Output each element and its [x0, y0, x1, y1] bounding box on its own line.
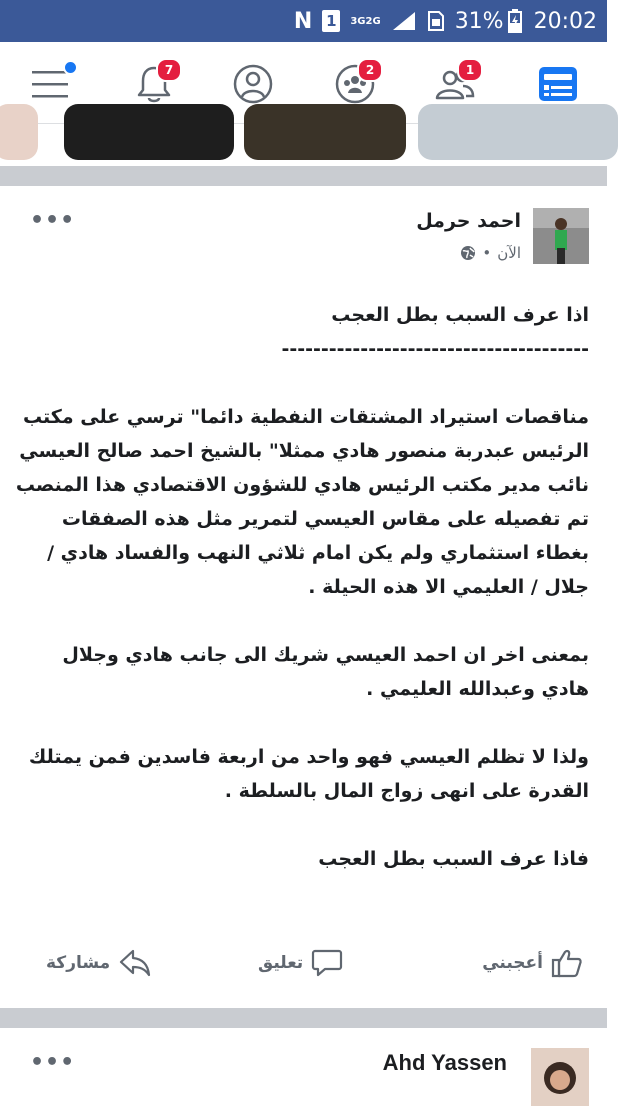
- share-button[interactable]: [46, 948, 152, 978]
- post-actions: [0, 938, 607, 998]
- paragraph-gap: [14, 604, 589, 638]
- battery-percentage: 31%: [454, 8, 504, 34]
- friend-requests-button[interactable]: [433, 62, 477, 106]
- sim-icon: 1: [322, 10, 340, 32]
- meta-separator: •: [482, 244, 492, 262]
- post-paragraph: اذا عرف السبب بطل العجب: [331, 304, 589, 326]
- network-type: [350, 16, 380, 27]
- story-thumbnail[interactable]: [418, 104, 618, 160]
- post-paragraph: بمعنى اخر ان احمد العيسي شريك الى جانب هادي وجلال هادي وعبدالله العليمي .: [62, 644, 589, 700]
- news-feed-icon: [536, 62, 580, 106]
- notifications-badge: 7: [156, 58, 182, 82]
- post-author-name[interactable]: Ahd Yassen: [382, 1050, 507, 1075]
- author-avatar[interactable]: [533, 208, 589, 264]
- globe-icon: [460, 245, 476, 261]
- share-icon: [118, 948, 152, 978]
- signal-icon: [391, 10, 417, 32]
- stories-strip[interactable]: [0, 124, 607, 166]
- more-options-button[interactable]: •••: [30, 1050, 76, 1075]
- feed-separator: [0, 166, 607, 186]
- post-meta: [460, 244, 521, 262]
- post-body: [14, 298, 589, 876]
- network-type-top: 3G: [350, 15, 366, 27]
- avatar-image: [531, 1048, 589, 1106]
- clock: 20:02: [533, 8, 597, 34]
- comment-label: تعليق: [258, 953, 304, 973]
- profile-icon: [231, 62, 275, 106]
- like-button[interactable]: [482, 948, 583, 978]
- menu-button[interactable]: [28, 62, 72, 106]
- comment-button[interactable]: [258, 948, 343, 978]
- post-paragraph: فاذا عرف السبب بطل العجب: [318, 848, 589, 870]
- status-bar: [0, 0, 607, 42]
- author-avatar[interactable]: [531, 1048, 589, 1106]
- feed-post-next: [0, 1028, 607, 1080]
- thumbs-up-icon: [551, 948, 583, 978]
- post-divider-line: ---------------------------------------: [281, 338, 589, 360]
- paragraph-gap: [14, 366, 589, 400]
- groups-button[interactable]: [333, 62, 377, 106]
- notifications-button[interactable]: [132, 62, 176, 106]
- paragraph-gap: [14, 706, 589, 740]
- groups-badge: 2: [357, 58, 383, 82]
- post-paragraph: مناقصات استيراد المشتقات النفطية دائما" ترسي على مكتب الرئيس عبدربة منصور هادي ممثلا" بالشيخ احمد صالح العيسي نائب مدير مكتب الرئيس هادي للشؤون الاقتصادي هذا المنصب تم تفصيله على مقاس العيسي لتمرير مثل هذه الصفقات بغطاء استثماري ولم يكن امام ثلاثي النهب والفساد هادي / جلال / العليمي الا هذه الحيلة .: [15, 406, 589, 598]
- sim-card-icon: [427, 10, 445, 32]
- comment-icon: [311, 948, 343, 978]
- more-options-button[interactable]: •••: [30, 208, 76, 233]
- menu-new-dot: [63, 60, 78, 75]
- story-thumbnail[interactable]: [64, 104, 234, 160]
- friend-requests-badge: 1: [457, 58, 483, 82]
- network-type-bottom: 2G: [365, 15, 381, 27]
- avatar-image: [533, 208, 589, 264]
- share-label: مشاركة: [46, 953, 111, 973]
- post-paragraph: ولذا لا تظلم العيسي فهو واحد من اربعة فاسدين فمن يمتلك القدرة على انهى زواج المال بالسلطة .: [28, 746, 589, 802]
- paragraph-gap: [14, 808, 589, 842]
- story-thumbnail[interactable]: [244, 104, 406, 160]
- like-label: أعجبني: [482, 953, 543, 973]
- feed-separator: [0, 1008, 607, 1028]
- nfc-icon: N: [293, 8, 313, 34]
- feed-post: [0, 186, 607, 1008]
- post-time[interactable]: الآن: [497, 244, 521, 262]
- profile-button[interactable]: [231, 62, 275, 106]
- battery-charging-icon: [508, 9, 522, 33]
- post-author-name[interactable]: احمد حرمل: [416, 210, 521, 232]
- news-feed-button[interactable]: [536, 62, 580, 106]
- story-thumbnail[interactable]: [0, 104, 38, 160]
